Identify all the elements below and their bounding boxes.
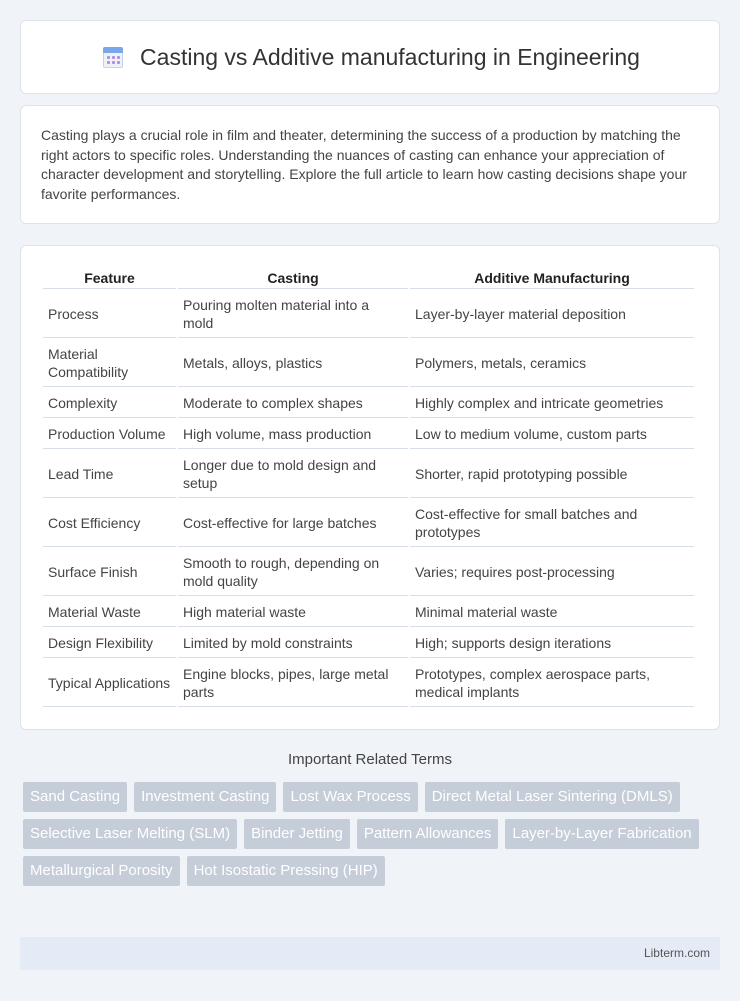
cell-casting: Metals, alloys, plastics: [178, 340, 408, 387]
title-card: [20, 20, 720, 94]
header-feature: Feature: [43, 266, 176, 289]
related-term-tag[interactable]: Selective Laser Melting (SLM): [23, 819, 237, 849]
table-row: [43, 451, 694, 498]
cell-feature: Typical Applications: [43, 660, 176, 707]
cell-additive: Varies; requires post-processing: [410, 549, 694, 596]
cell-additive: Layer-by-layer material deposition: [410, 291, 694, 338]
table-row: [43, 340, 694, 387]
table-row: [43, 500, 694, 547]
related-term-tag[interactable]: Hot Isostatic Pressing (HIP): [187, 856, 385, 886]
intro-card: [20, 105, 720, 224]
related-term-tag[interactable]: Layer-by-Layer Fabrication: [505, 819, 698, 849]
intro-text: Casting plays a crucial role in film and theater, determining the success of a production by matching the right actors to specific roles. Understanding the nuances of casting can enhance your appreciation of character development and storytelling. Explore the full article to learn how casting decisions shape your favorite performances.: [41, 127, 687, 202]
related-terms-title: Important Related Terms: [288, 751, 452, 768]
footer: [20, 937, 720, 970]
related-term-tag[interactable]: Pattern Allowances: [357, 819, 499, 849]
cell-casting: Smooth to rough, depending on mold quality: [178, 549, 408, 596]
related-terms-list: [23, 782, 703, 886]
cell-feature: Material Compatibility: [43, 340, 176, 387]
page-title: Casting vs Additive manufacturing in Engineering: [140, 43, 640, 70]
cell-feature: Cost Efficiency: [43, 500, 176, 547]
related-term-tag[interactable]: Binder Jetting: [244, 819, 350, 849]
cell-casting: Cost-effective for large batches: [178, 500, 408, 547]
header-casting: Casting: [178, 266, 408, 289]
cell-casting: High volume, mass production: [178, 420, 408, 449]
table-header-row: [43, 266, 694, 289]
related-term-tag[interactable]: Metallurgical Porosity: [23, 856, 180, 886]
cell-casting: Longer due to mold design and setup: [178, 451, 408, 498]
comparison-table: [41, 264, 696, 709]
table-row: [43, 389, 694, 418]
cell-feature: Lead Time: [43, 451, 176, 498]
cell-casting: Engine blocks, pipes, large metal parts: [178, 660, 408, 707]
related-term-tag[interactable]: Direct Metal Laser Sintering (DMLS): [425, 782, 680, 812]
cell-additive: Cost-effective for small batches and prototypes: [410, 500, 694, 547]
cell-feature: Material Waste: [43, 598, 176, 627]
footer-brand[interactable]: Libterm.com: [643, 946, 710, 960]
cell-additive: Highly complex and intricate geometries: [410, 389, 694, 418]
cell-feature: Design Flexibility: [43, 629, 176, 658]
cell-additive: Minimal material waste: [410, 598, 694, 627]
table-row: [43, 598, 694, 627]
table-row: [43, 549, 694, 596]
related-term-tag[interactable]: Sand Casting: [23, 782, 127, 812]
cell-feature: Production Volume: [43, 420, 176, 449]
table-row: [43, 660, 694, 707]
cell-additive: Polymers, metals, ceramics: [410, 340, 694, 387]
cell-additive: Shorter, rapid prototyping possible: [410, 451, 694, 498]
table-row: [43, 291, 694, 338]
cell-additive: Prototypes, complex aerospace parts, medical implants: [410, 660, 694, 707]
header-additive: Additive Manufacturing: [410, 266, 694, 289]
cell-feature: Surface Finish: [43, 549, 176, 596]
cell-feature: Complexity: [43, 389, 176, 418]
cell-casting: Moderate to complex shapes: [178, 389, 408, 418]
cell-feature: Process: [43, 291, 176, 338]
related-term-tag[interactable]: Lost Wax Process: [283, 782, 417, 812]
cell-additive: High; supports design iterations: [410, 629, 694, 658]
table-row: [43, 629, 694, 658]
cell-casting: High material waste: [178, 598, 408, 627]
comparison-table-card: [20, 245, 720, 730]
table-row: [43, 420, 694, 449]
related-term-tag[interactable]: Investment Casting: [134, 782, 276, 812]
cell-casting: Limited by mold constraints: [178, 629, 408, 658]
calendar-icon: [100, 44, 126, 70]
cell-casting: Pouring molten material into a mold: [178, 291, 408, 338]
cell-additive: Low to medium volume, custom parts: [410, 420, 694, 449]
